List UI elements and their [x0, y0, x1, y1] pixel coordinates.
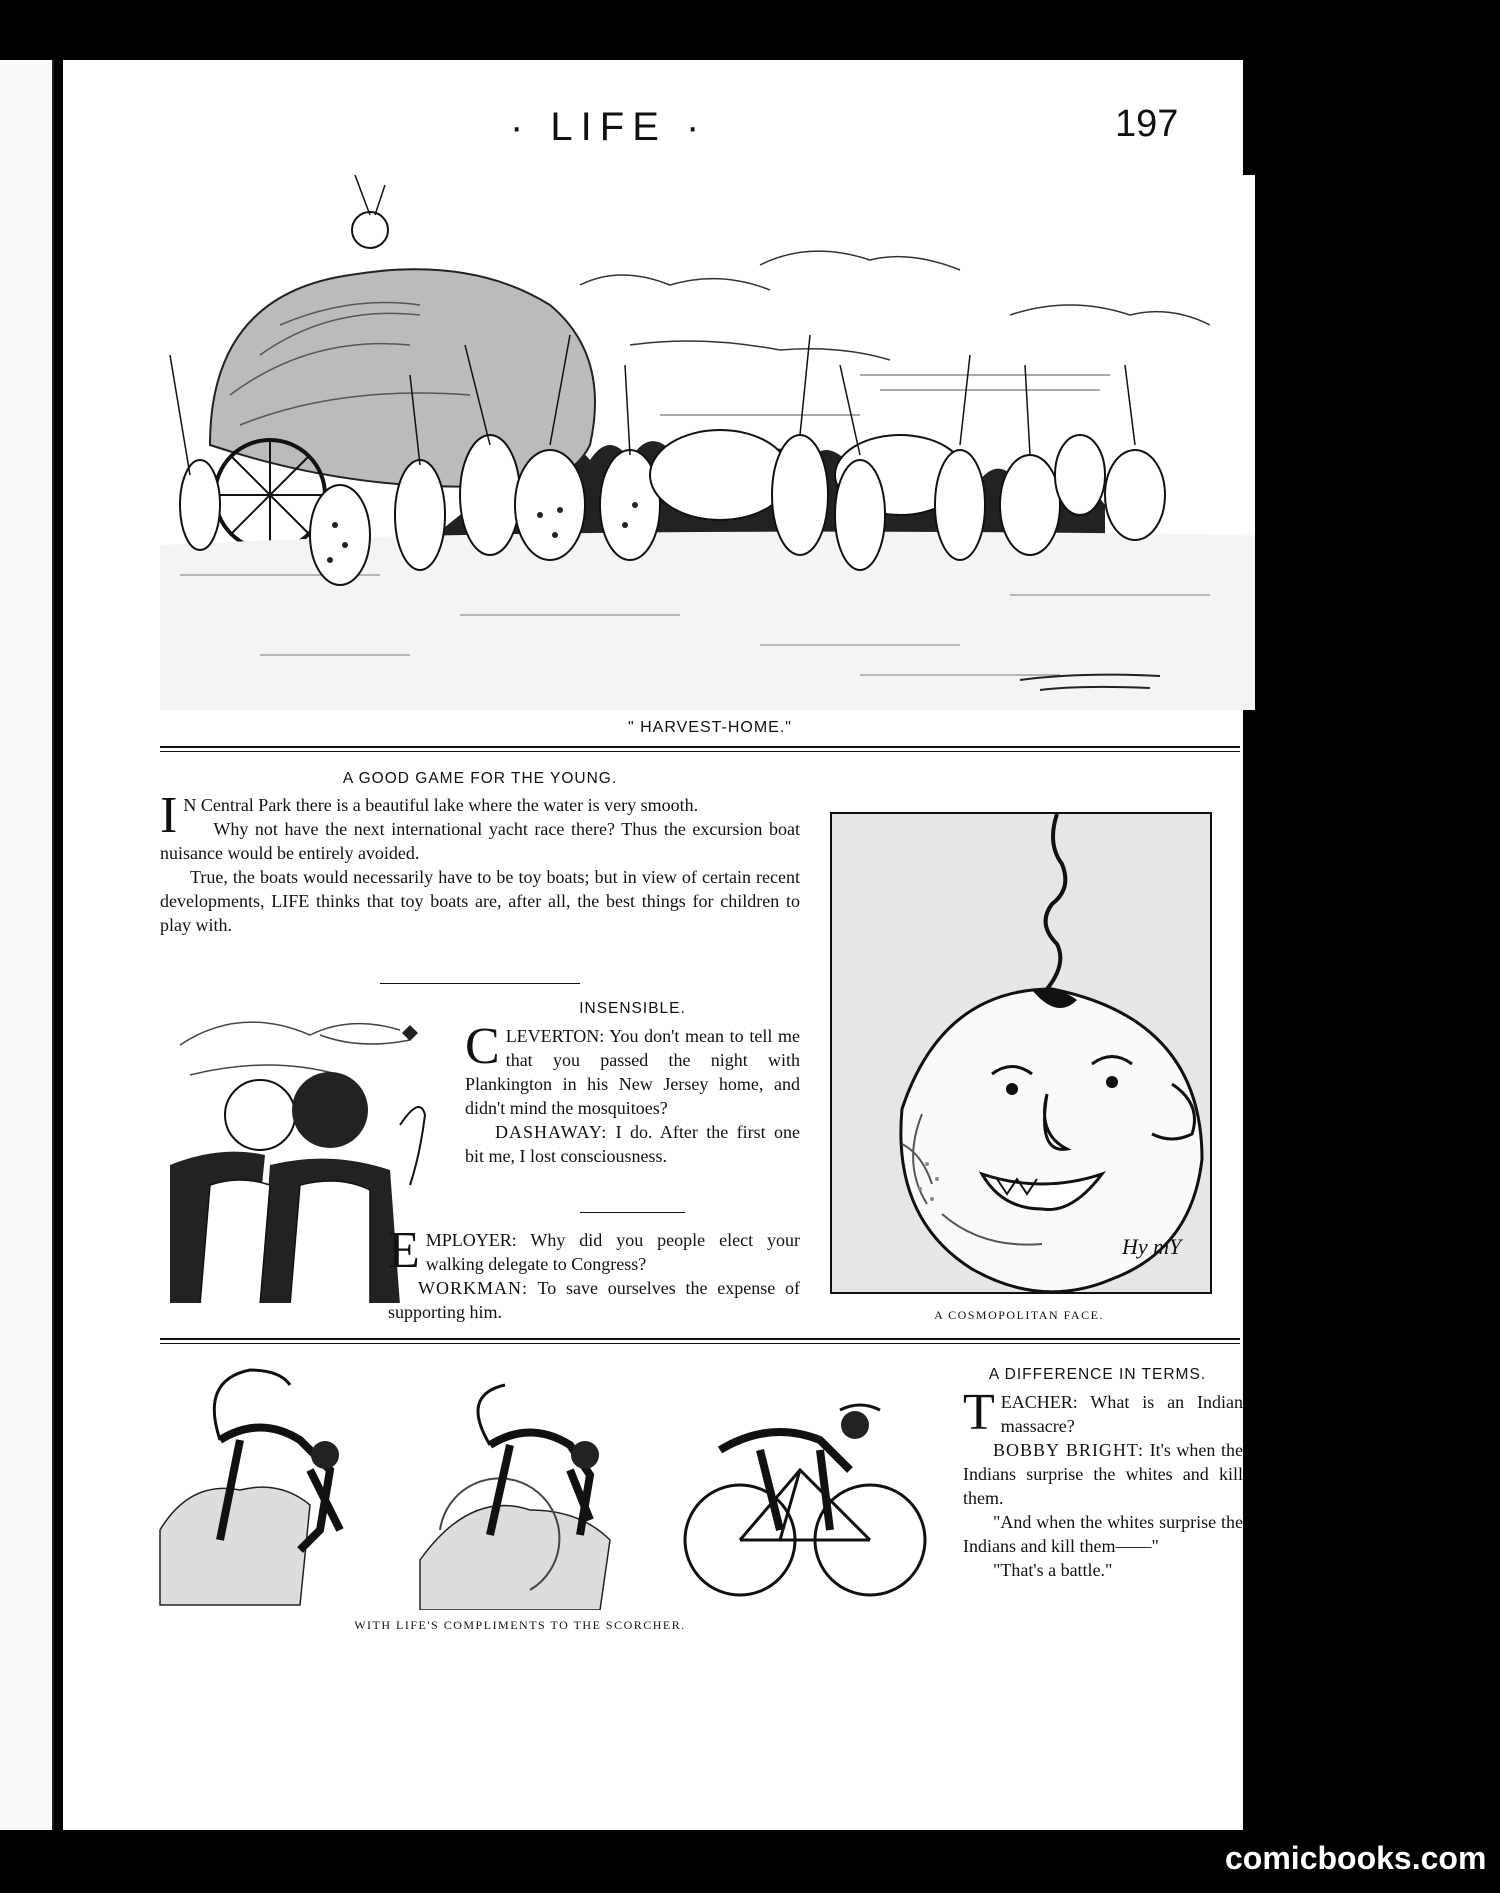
good-game-heading: A GOOD GAME FOR THE YOUNG. [342, 770, 618, 787]
adjacent-page-edge [0, 60, 54, 1830]
harvest-home-illustration [160, 175, 1255, 710]
cosmopolitan-face-caption: A COSMOPOLITAN FACE. [934, 1308, 1104, 1322]
scorcher-illustration [120, 1360, 930, 1610]
scorcher-caption: WITH LIFE'S COMPLIMENTS TO THE SCORCHER. [354, 1618, 686, 1632]
masthead: · LIFE · [510, 105, 708, 149]
good-game-paragraph-3: True, the boats would necessarily have to be toy boats; but in view of certain recent developments, LIFE thinks that toy boats are, after all, the best things for children to play with. [160, 867, 800, 935]
insensible-paragraph-1: LEVERTON: You don't mean to tell me that you passed the night with Plankington in his New Jersey home, and didn't mind the mosquitoes? [465, 1026, 800, 1118]
short-divider [580, 1212, 685, 1213]
dropcap: I [160, 787, 178, 844]
good-game-article [160, 787, 800, 937]
speaker-name: DASHAWAY: [495, 1122, 608, 1142]
section-divider [160, 746, 1240, 752]
artist-signature: Hy mY [1122, 1234, 1182, 1259]
insensible-heading: INSENSIBLE. [579, 1000, 686, 1017]
employer-article [388, 1222, 800, 1324]
difference-article [963, 1384, 1243, 1582]
speaker-name: BOBBY BRIGHT: [993, 1440, 1145, 1460]
insensible-article [465, 1018, 800, 1168]
watermark: comicbooks.com [1225, 1840, 1487, 1876]
harvest-home-caption: " HARVEST-HOME." [628, 719, 792, 736]
difference-paragraph-2: It's when the Indians surprise the whites and kill them. [963, 1440, 1243, 1508]
dropcap: T [963, 1384, 995, 1441]
difference-paragraph-1: EACHER: What is an Indian massacre? [1000, 1392, 1243, 1436]
good-game-paragraph-1: N Central Park there is a beautiful lake where the water is very smooth. [183, 795, 699, 815]
dropcap: E [388, 1222, 420, 1279]
speaker-name: WORKMAN: [418, 1278, 528, 1298]
short-divider [380, 983, 580, 984]
difference-heading: A DIFFERENCE IN TERMS. [988, 1366, 1207, 1383]
dropcap: C [465, 1018, 500, 1075]
page-number: 197 [1115, 103, 1179, 145]
employer-paragraph-1: MPLOYER: Why did you people elect your walking delegate to Congress? [425, 1230, 800, 1274]
cosmopolitan-face-illustration [830, 812, 1212, 1294]
section-divider [160, 1338, 1240, 1344]
difference-paragraph-4: "That's a battle." [993, 1560, 1113, 1580]
good-game-paragraph-2: Why not have the next international yacht race there? Thus the excursion boat nuisance would be entirely avoided. [160, 819, 800, 863]
employer-paragraph-2: To save ourselves the expense of supporting him. [388, 1278, 800, 1322]
insensible-paragraph-2: I do. After the first one bit me, I lost consciousness. [465, 1122, 800, 1166]
difference-paragraph-3: "And when the whites surprise the Indians and kill them——" [963, 1512, 1243, 1556]
